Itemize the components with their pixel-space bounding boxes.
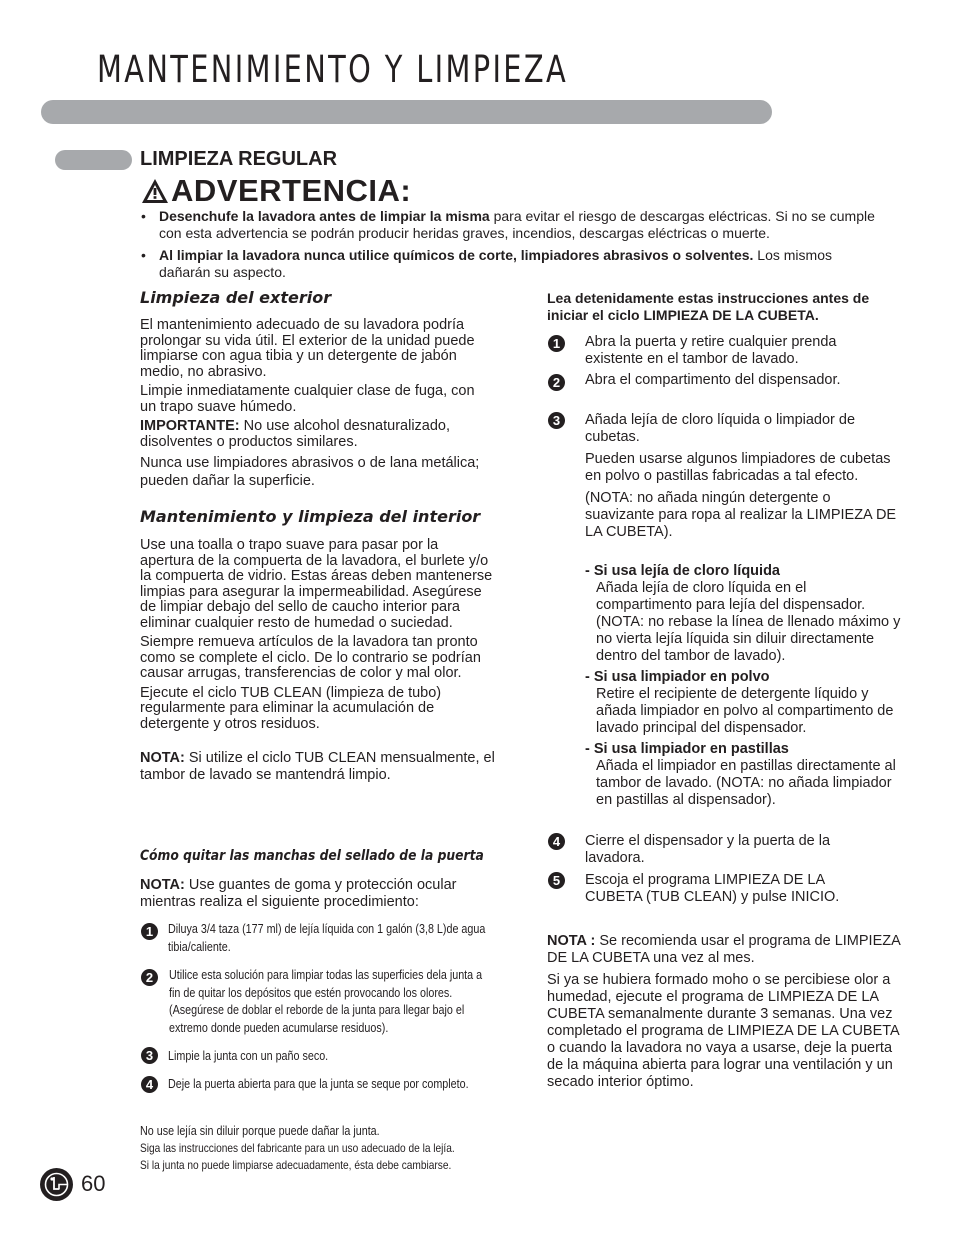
warning-bullet-text: Los mismos dañarán su aspecto. <box>159 247 832 280</box>
step-number-icon: 1 <box>548 335 565 352</box>
bullet-icon: • <box>141 247 146 263</box>
tub-step: Escoja el programa LIMPIEZA DE LA CUBETA (TUB CLEAN) y pulse INICIO. <box>585 872 840 905</box>
stains-heading: Cómo quitar las manchas del sellado de la puerta <box>140 848 484 864</box>
note-text: Se recomienda usar el programa de LIMPIEZA DE LA CUBETA una vez al mes. <box>547 933 900 966</box>
powder-title: - Si usa limpiador en polvo <box>585 669 770 685</box>
warning-icon <box>141 178 169 204</box>
tub-step-3 <box>585 412 900 541</box>
exterior-section <box>140 318 485 490</box>
interior-paragraph: Ejecute el ciclo TUB CLEAN (limpieza de tubo) regularmente para eliminar la acumulación de detergente y otros residuos. <box>140 684 442 732</box>
title-bar <box>41 100 772 124</box>
step-number-icon: 3 <box>141 1047 158 1064</box>
step-number-icon: 2 <box>141 969 158 986</box>
powder-text: Retire el recipiente de detergente líquido y añada limpiador en polvo al compartimento de lavado principal del dispensador. <box>596 686 894 736</box>
interior-heading: Mantenimiento y limpieza del interior <box>140 507 481 526</box>
page-number: 60 <box>81 1171 106 1196</box>
tub-step: Añada lejía de cloro líquida o limpiador de cubetas. <box>585 412 856 445</box>
tub-step-paragraph: (NOTA: no añada ningún detergente o suavizante para ropa al realizar la LIMPIEZA DE LA CUBETA). <box>585 490 897 540</box>
stain-step: Limpie la junta con un paño seco. <box>168 1049 329 1063</box>
warning-bullet <box>141 208 881 242</box>
tub-step-paragraph: Pueden usarse algunos limpiadores de cubetas en polvo o pastillas fabricadas a tal efecto. <box>585 451 891 484</box>
note-label: NOTA: <box>140 877 185 893</box>
stains-footer-line: Siga las instrucciones del fabricante para un uso adecuado de la lejía. <box>140 1141 455 1155</box>
tub-note <box>547 933 907 1091</box>
interior-note <box>140 750 495 784</box>
note-label: NOTA : <box>547 933 596 949</box>
tub-step: Abra el compartimento del dispensador. <box>585 372 841 388</box>
interior-paragraph: Use una toalla o trapo suave para pasar por la apertura de la compuerta de la lavadora, el burlete y/o la compuerta de vidrio. Estas áreas deben mantenerse limpias para asegurar la impermeabilidad. Asegúrese de limpiar debajo del sello de caucho interior para eliminar cualquier resto de humedad o suciedad. <box>140 537 493 631</box>
stains-footer-line: No use lejía sin diluir porque puede dañar la junta. <box>140 1124 380 1138</box>
tablet-text: Añada el limpiador en pastillas directamente al tambor de lavado. (NOTA: no añada limpiador en pastillas al dispensador). <box>596 758 896 808</box>
warning-bullet <box>141 247 881 281</box>
stains-footer <box>140 1123 493 1174</box>
step-number-icon: 1 <box>141 923 158 940</box>
exterior-paragraph: Limpie inmediatamente cualquier clase de fuga, con un trapo suave húmedo. <box>140 383 475 415</box>
page-title: MANTENIMIENTO Y LIMPIEZA <box>97 48 569 91</box>
liquid-title: - Si usa lejía de cloro líquida <box>585 563 780 579</box>
stains-footer-line: Si la junta no puede limpiarse adecuadamente, ésta debe cambiarse. <box>140 1158 452 1172</box>
warning-bullet-bold: Al limpiar la lavadora nunca utilice químicos de corte, limpiadores abrasivos o solventes. <box>159 247 754 263</box>
cleaner-options <box>585 563 905 809</box>
note-text: Si utilize el ciclo TUB CLEAN mensualmente, el tambor de lavado se mantendrá limpio. <box>140 750 495 783</box>
step-number-icon: 5 <box>548 872 565 889</box>
step-number-icon: 2 <box>548 374 565 391</box>
bullet-icon: • <box>141 208 146 224</box>
exterior-paragraph: Nunca use limpiadores abrasivos o de lana metálica; pueden dañar la superficie. <box>140 455 480 489</box>
warning-bullet-text: para evitar el riesgo de descargas eléctricas. Si no se cumple con esta advertencia se podrán producir heridas graves, incendios, descargas eléctricas o muerte. <box>159 208 875 241</box>
lg-logo-icon <box>40 1168 73 1201</box>
section-pill <box>55 150 132 170</box>
important-label: IMPORTANTE: <box>140 418 240 434</box>
warning-title: ADVERTENCIA: <box>171 173 412 208</box>
exterior-paragraph: El mantenimiento adecuado de su lavadora podría prolongar su vida útil. El exterior de la unidad puede limpiarse con agua tibia y un detergente de jabón medio, no abrasivo. <box>140 317 475 380</box>
exterior-heading: Limpieza del exterior <box>140 288 332 307</box>
note-label: NOTA: <box>140 750 185 766</box>
warning-heading <box>141 173 411 209</box>
step-number-icon: 4 <box>548 833 565 850</box>
step-number-icon: 4 <box>141 1076 158 1093</box>
exterior-important <box>140 419 485 450</box>
interior-paragraph: Siempre remueva artículos de la lavadora tan pronto como se complete el ciclo. De lo contrario se podrían causar arrugas, transferencias de color y mal olor. <box>140 634 481 681</box>
tub-clean-intro: Lea detenidamente estas instrucciones antes de iniciar el ciclo LIMPIEZA DE LA CUBETA. <box>547 290 870 323</box>
stain-step: Deje la puerta abierta para que la junta se seque por completo. <box>168 1077 469 1091</box>
stain-step: Utilice esta solución para limpiar todas las superficies dela junta a fin de quitar los depósitos que estén provocando los olores. (Asegúrese de doblar el reborde de la junta para llegar bajo el extremo donde pueden acumularse residuos). <box>169 968 483 1035</box>
tablet-title: - Si usa limpiador en pastillas <box>585 741 789 757</box>
interior-section <box>140 538 495 784</box>
section-title: LIMPIEZA REGULAR <box>140 148 338 170</box>
tub-note-paragraph <box>547 933 907 967</box>
note-text: Use guantes de goma y protección ocular mientras realiza el siguiente procedimiento: <box>140 877 457 910</box>
mold-paragraph: Si ya se hubiera formado moho o se percibiese olor a humedad, ejecute el programa de LIMPIEZA DE LA CUBETA semanalmente durante 3 semanas. Una vez completado el programa de LIMPIEZA DE LA CUBETA o cuando la lavadora no vaya a usarse, deje la puerta de la máquina abierta para lograr una ventilación y un secado interior óptimo. <box>547 972 899 1090</box>
tub-step: Abra la puerta y retire cualquier prenda existente en el tambor de lavado. <box>585 334 837 367</box>
warning-bullet-bold: Desenchufe la lavadora antes de limpiar la misma <box>159 208 490 224</box>
step-number-icon: 3 <box>548 412 565 429</box>
stains-note <box>140 877 500 911</box>
important-text: No use alcohol desnaturalizado, disolventes o productos similares. <box>140 418 451 450</box>
liquid-text: Añada lejía de cloro líquida en el compartimento para lejía del dispensador. (NOTA: no rebase la línea de llenado máximo y no vierta lejía líquida sin diluir directamente dentro del tambor de lavado). <box>596 580 901 664</box>
stain-step: Diluya 3/4 taza (177 ml) de lejía líquida con 1 galón (3,8 L)de agua tibia/caliente. <box>168 922 486 954</box>
tub-step: Cierre el dispensador y la puerta de la lavadora. <box>585 833 831 866</box>
